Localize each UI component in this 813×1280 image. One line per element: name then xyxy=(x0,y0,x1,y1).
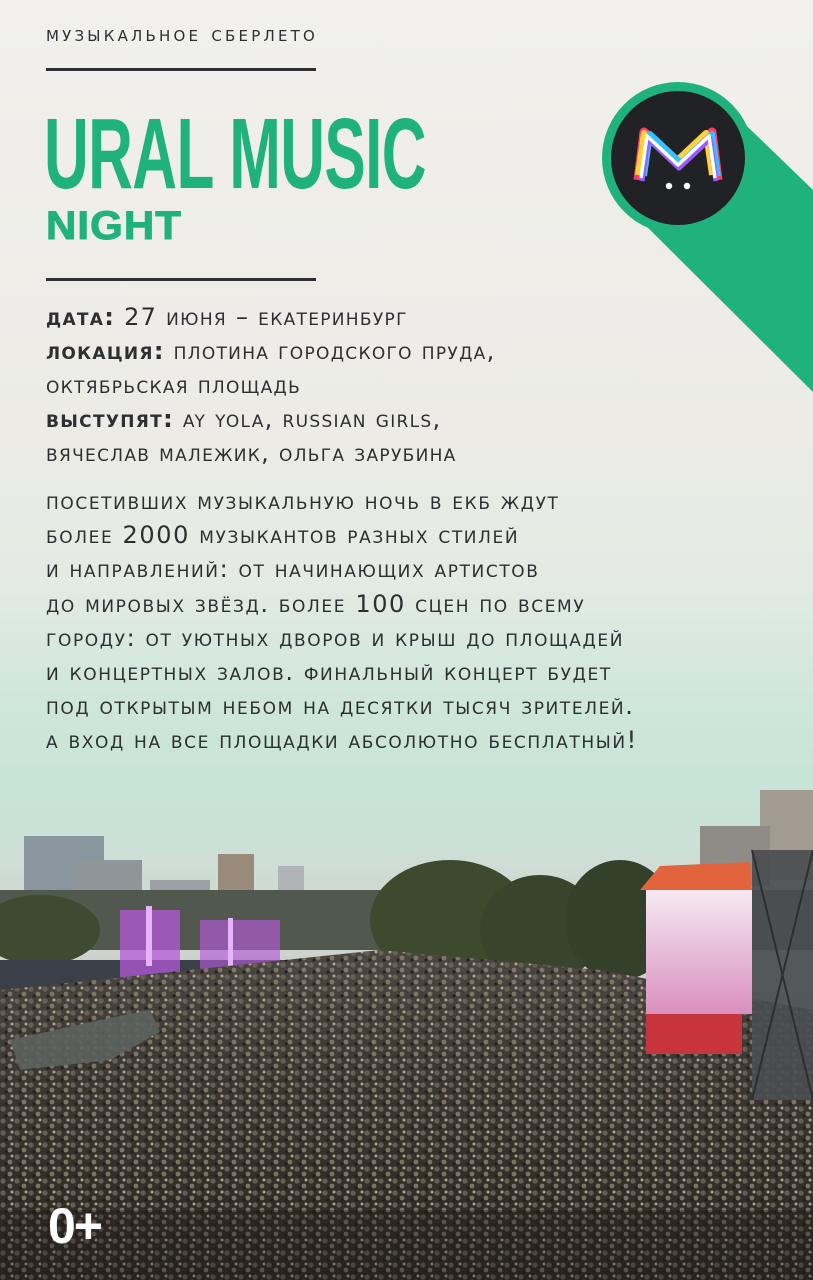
location-line-2: октябрьская площадь xyxy=(46,371,302,399)
description-line: городу: от уютных дворов и крыш до площадей xyxy=(46,623,625,652)
performers-line-2: вячеслав малежик, ольга зарубина xyxy=(46,439,457,467)
performers-label: выступят: xyxy=(46,405,174,433)
description-line: а вход на все площадки абсолютно бесплатный! xyxy=(46,726,638,755)
description-line: посетивших музыкальную ночь в екб ждут xyxy=(46,487,560,515)
date-line xyxy=(46,300,806,334)
description-line: и концертных залов. финальный концерт будет xyxy=(46,658,612,687)
date-label: дата: xyxy=(46,303,116,331)
event-info xyxy=(46,300,806,470)
description-line: более 2000 музыкантов разных стилей xyxy=(46,521,520,550)
festival-title: URAL MUSIC xyxy=(44,98,426,210)
age-rating-badge: 0+ xyxy=(48,1198,102,1254)
performers-value: ay yola, russian girls, xyxy=(173,405,442,433)
divider-top xyxy=(46,68,316,71)
description-line: и направлений: от начинающих артистов xyxy=(46,555,540,584)
performers-line xyxy=(46,402,806,436)
location-label: локация: xyxy=(46,337,165,365)
date-value: 27 июня – екатеринбург xyxy=(115,303,408,331)
event-description xyxy=(46,484,806,758)
divider-bottom xyxy=(46,278,316,281)
description-line: до мировых звёзд. более 100 сцен по всему xyxy=(46,589,586,618)
description-line: под открытым небом на десятки тысяч зрителей. xyxy=(46,692,635,721)
mts-music-logo-icon xyxy=(608,88,748,228)
location-value: плотина городского пруда, xyxy=(164,337,496,365)
festival-subtitle: NIGHT xyxy=(46,204,182,248)
series-title: музыкальное сберлето xyxy=(46,22,318,47)
location-line xyxy=(46,334,806,368)
